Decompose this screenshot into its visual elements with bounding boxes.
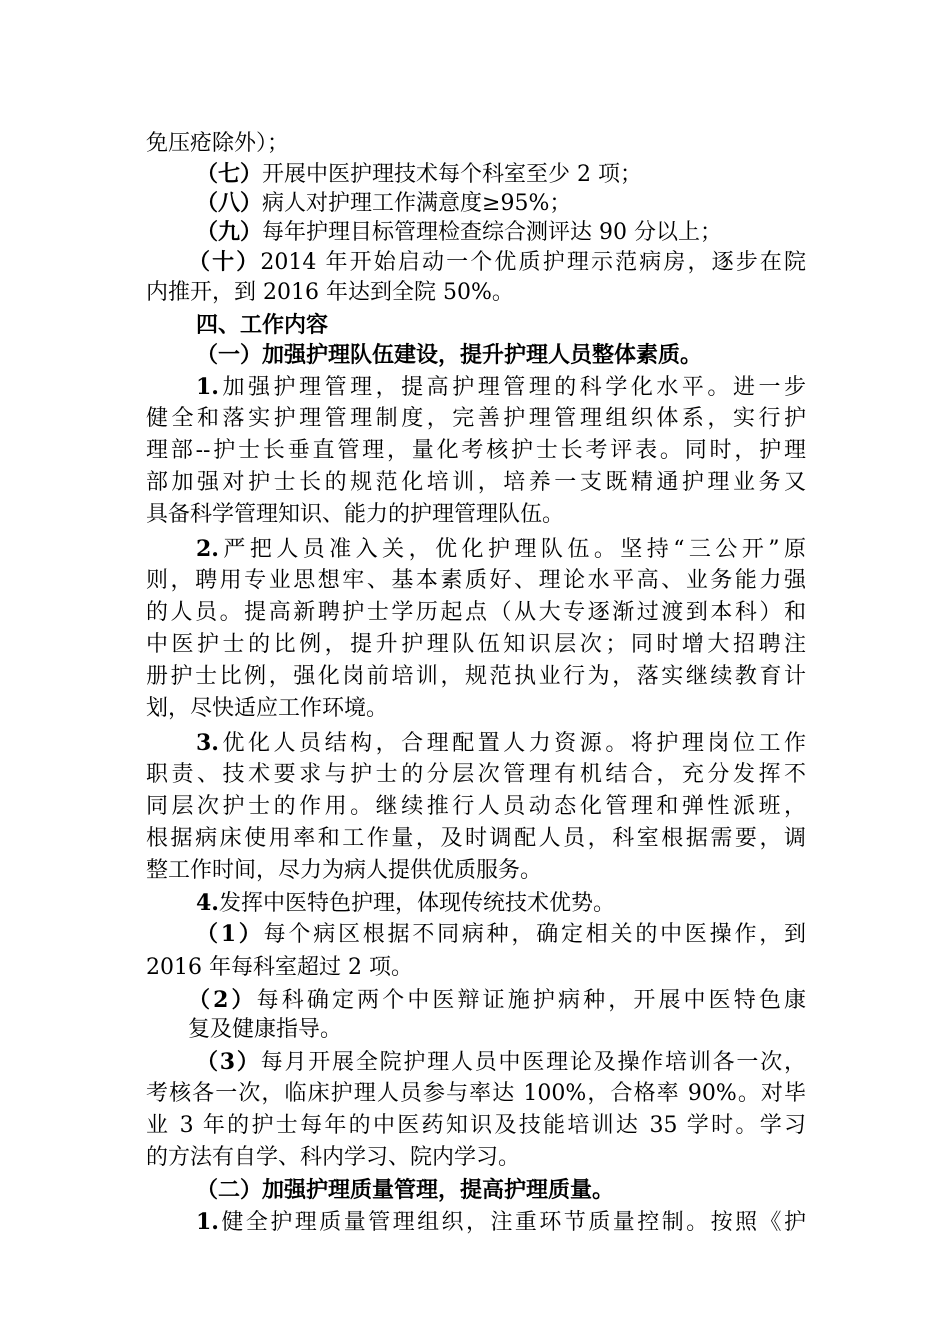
paragraph-line: 健全和落实护理管理制度，完善护理管理组织体系，实行护 bbox=[146, 406, 806, 431]
paragraph-line: 业 3 年的护士每年的中医药知识及技能培训达 35 学时。学习 bbox=[146, 1113, 806, 1138]
section-heading: 四、工作内容 bbox=[196, 312, 329, 338]
text-line: 内推开，到 2016 年达到全院 50%。 bbox=[146, 280, 514, 305]
list-item: （2）每科确定两个中医辩证施护病种，开展中医特色康 bbox=[188, 987, 806, 1013]
paragraph-line: 理部--护士长垂直管理，量化考核护士长考评表。同时，护理 bbox=[146, 438, 806, 463]
text-line: 免压疮除外）； bbox=[146, 131, 290, 156]
paragraph-line: 1.健全护理质量管理组织，注重环节质量控制。按照《护 bbox=[196, 1209, 806, 1235]
paragraph-line: 1.加强护理管理，提高护理管理的科学化水平。进一步 bbox=[196, 374, 806, 400]
paragraph-line: 则，聘用专业思想牢、基本素质好、理论水平高、业务能力强 bbox=[146, 568, 806, 593]
paragraph-line: 4.发挥中医特色护理，体现传统技术优势。 bbox=[196, 890, 615, 916]
paragraph-line: 考核各一次，临床护理人员参与率达 100%，合格率 90%。对毕 bbox=[146, 1081, 806, 1106]
subsection-heading: （一）加强护理队伍建设，提升护理人员整体素质。 bbox=[196, 342, 703, 368]
paragraph-line: 册护士比例，强化岗前培训，规范执业行为，落实继续教育计 bbox=[146, 664, 806, 689]
paragraph-line: 具备科学管理知识、能力的护理管理队伍。 bbox=[146, 502, 565, 527]
paragraph-line: 部加强对护士长的规范化培训，培养一支既精通护理业务又 bbox=[146, 470, 806, 495]
paragraph-line: 复及健康指导。 bbox=[188, 1017, 343, 1042]
paragraph-line: 2016 年每科室超过 2 项。 bbox=[146, 955, 413, 980]
list-item: （九）每年护理目标管理检查综合测评达 90 分以上； bbox=[196, 219, 722, 245]
paragraph-line: 中医护士的比例，提升护理队伍知识层次；同时增大招聘注 bbox=[146, 632, 806, 657]
list-item: （3）每月开展全院护理人员中医理论及操作培训各一次， bbox=[196, 1049, 806, 1075]
paragraph-line: 2.严把人员准入关，优化护理队伍。坚持“三公开”原 bbox=[196, 536, 806, 562]
paragraph-line: 3.优化人员结构，合理配置人力资源。将护理岗位工作 bbox=[196, 730, 806, 756]
paragraph-line: 划，尽快适应工作环境。 bbox=[146, 696, 389, 721]
paragraph-line: 整工作时间，尽力为病人提供优质服务。 bbox=[146, 858, 543, 883]
subsection-heading: （二）加强护理质量管理，提高护理质量。 bbox=[196, 1177, 615, 1203]
paragraph-line: 职责、技术要求与护士的分层次管理有机结合，充分发挥不 bbox=[146, 762, 806, 787]
paragraph-line: 的方法有自学、科内学习、院内学习。 bbox=[146, 1145, 521, 1170]
list-item: （十）2014 年开始启动一个优质护理示范病房，逐步在院 bbox=[188, 249, 806, 275]
list-item: （七）开展中医护理技术每个科室至少 2 项； bbox=[196, 161, 643, 187]
paragraph-line: 根据病床使用率和工作量，及时调配人员，科室根据需要，调 bbox=[146, 826, 806, 851]
list-item: （八）病人对护理工作满意度≥95%； bbox=[196, 190, 572, 216]
paragraph-line: 的人员。提高新聘护士学历起点（从大专逐渐过渡到本科）和 bbox=[146, 600, 806, 625]
paragraph-line: 同层次护士的作用。继续推行人员动态化管理和弹性派班， bbox=[146, 794, 806, 819]
list-item: （1）每个病区根据不同病种，确定相关的中医操作，到 bbox=[196, 921, 806, 947]
